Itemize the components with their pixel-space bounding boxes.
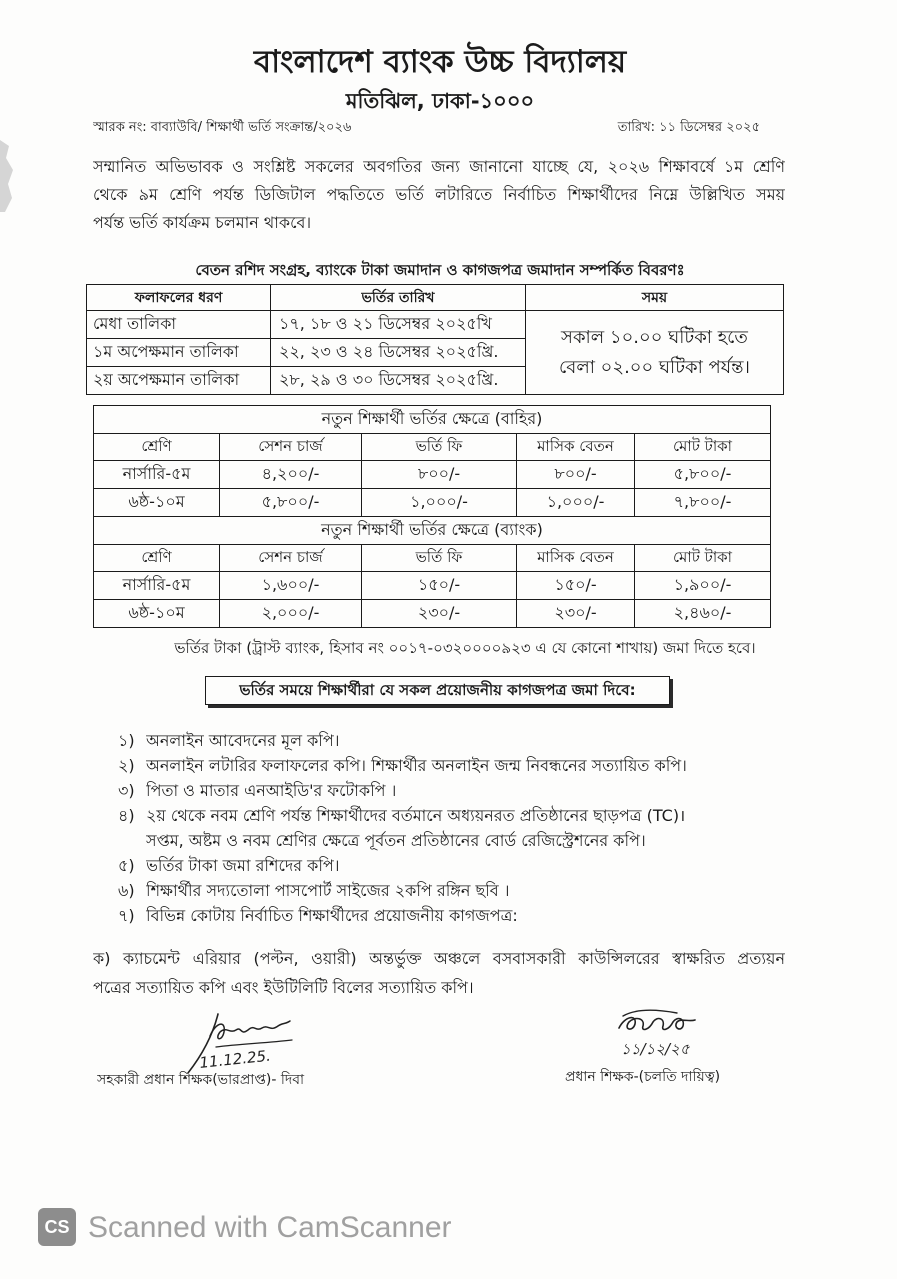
amount-cell: ৫,৮০০/- [220, 489, 362, 517]
list-number: ৪) [118, 806, 135, 825]
column-header: সেশন চার্জ [220, 545, 362, 572]
admission-dates-cell: ২৮, ২৯ ও ৩০ ডিসেম্বর ২০২৫খ্রি. [271, 367, 526, 395]
column-header: সেশন চার্জ [220, 434, 362, 461]
intro-line: থেকে ৯ম শ্রেণি পর্যন্ত ডিজিটাল পদ্ধতিতে ভর্তি লটারিতে নির্বাচিত শিক্ষার্থীদের নিম্নে উল্লিখিত সময় [93, 185, 785, 204]
list-number: ৫) [118, 856, 135, 875]
list-text [146, 728, 768, 753]
column-header: শ্রেণি [94, 434, 220, 461]
schedule-header-row [87, 285, 784, 311]
catchment-line: পত্রের সত্যায়িত কপি এবং ইউটিলিটি বিলের সত্যায়িত কপি। [93, 978, 474, 997]
column-header: মাসিক বেতন [517, 434, 635, 461]
fees-column-header-row [94, 545, 771, 572]
assistant-head-title: সহকারী প্রধান শিক্ষক(ভারপ্রাপ্ত)- দিবা [97, 1072, 305, 1088]
school-name: বাংলাদেশ ব্যাংক উচ্চ বিদ্যালয় [253, 44, 627, 80]
class-range-cell: নার্সারি-৫ম [94, 572, 220, 600]
column-header: সময় [526, 285, 784, 311]
intro-paragraph [93, 153, 785, 237]
catchment-note [93, 944, 785, 1002]
list-line: পিতা ও মাতার এনআইডি'র ফটোকপি । [146, 781, 397, 800]
class-range-cell: ৬ষ্ঠ-১০ম [94, 600, 220, 628]
camscanner-logo: CS [38, 1208, 76, 1246]
column-header: মোট টাকা [635, 545, 771, 572]
list-text [146, 878, 768, 903]
fees-row [94, 600, 771, 628]
total-cell: ২,৪৬০/- [635, 600, 771, 628]
school-address: মতিঝিল, ঢাকা-১০০০ [345, 89, 535, 113]
admission-dates-cell: ২২, ২৩ ও ২৪ ডিসেম্বর ২০২৫খ্রি. [271, 339, 526, 367]
watermark-text: Scanned with CamScanner [88, 1211, 452, 1244]
amount-cell: ১৫০/- [362, 572, 517, 600]
time-line: সকাল ১০.০০ ঘটিকা হতে [561, 326, 748, 348]
list-number: ২) [118, 756, 135, 775]
list-number: ৩) [118, 781, 135, 800]
schedule-row [87, 311, 784, 339]
time-line: বেলা ০২.০০ ঘটিকা পর্যন্ত। [559, 356, 750, 378]
schedule-heading: বেতন রশিদ সংগ্রহ, ব্যাংকে টাকা জমাদান ও কাগজপত্র জমাদান সম্পর্কিত বিবরণঃ [195, 261, 685, 279]
column-header: ভর্তি ফি [362, 545, 517, 572]
head-teacher-title: প্রধান শিক্ষক-(চলতি দায়িত্ব) [565, 1069, 721, 1085]
list-item [118, 878, 768, 903]
list-number: ৬) [118, 881, 135, 900]
list-text [146, 753, 768, 778]
list-item [118, 803, 768, 853]
list-line: সপ্তম, অষ্টম ও নবম শ্রেণির ক্ষেত্রে পূর্বতন প্রতিষ্ঠানের বোর্ড রেজিস্ট্রেশনের কপি। [146, 831, 646, 850]
result-type-cell: মেধা তালিকা [87, 311, 271, 339]
notice-date: তারিখ: ১১ ডিসেম্বর ২০২৫ [617, 120, 760, 135]
list-line: ভর্তির টাকা জমা রশিদের কপি। [146, 856, 340, 875]
fees-row [94, 489, 771, 517]
admission-dates-cell: ১৭, ১৮ ও ২১ ডিসেম্বর ২০২৫খি [271, 311, 526, 339]
list-text [146, 803, 768, 853]
fees-row [94, 461, 771, 489]
list-line: বিভিন্ন কোটায় নির্বাচিত শিক্ষার্থীদের প্রয়োজনীয় কাগজপত্র: [146, 906, 518, 925]
column-header: ভর্তির তারিখ [271, 285, 526, 311]
amount-cell: ২৩০/- [362, 600, 517, 628]
result-type-cell: ২য় অপেক্ষমান তালিকা [87, 367, 271, 395]
class-range-cell: নার্সারি-৫ম [94, 461, 220, 489]
list-line: শিক্ষার্থীর সদ্যতোলা পাসপোর্ট সাইজের ২কপি রঙ্গিন ছবি । [146, 881, 510, 900]
column-header: মাসিক বেতন [517, 545, 635, 572]
list-item [118, 778, 768, 803]
list-text [146, 903, 768, 928]
amount-cell: ২,০০০/- [220, 600, 362, 628]
list-text [146, 853, 768, 878]
amount-cell: ৪,২০০/- [220, 461, 362, 489]
fees-row [94, 572, 771, 600]
total-cell: ৫,৮০০/- [635, 461, 771, 489]
fees-section-title: নতুন শিক্ষার্থী ভর্তির ক্ষেত্রে (ব্যাংক) [94, 517, 771, 545]
class-range-cell: ৬ষ্ঠ-১০ম [94, 489, 220, 517]
documents-heading-box: ভর্তির সময়ে শিক্ষার্থীরা যে সকল প্রয়োজনীয় কাগজপত্র জমা দিবে: [205, 676, 670, 705]
column-header: শ্রেণি [94, 545, 220, 572]
list-item [118, 753, 768, 778]
total-cell: ১,৯০০/- [635, 572, 771, 600]
amount-cell: ৮০০/- [362, 461, 517, 489]
fees-section-title-row [94, 406, 771, 434]
column-header: মোট টাকা [635, 434, 771, 461]
required-documents-list [118, 728, 768, 928]
amount-cell: ১,০০০/- [362, 489, 517, 517]
list-number: ১) [118, 731, 135, 750]
catchment-line: ক) ক্যাচমেন্ট এরিয়ার (পল্টন, ওয়ারী) অন্তর্ভুক্ত অঞ্চলে বসবাসকারী কাউন্সিলরের স্বাক্ষরিত প্রত্যয়ন [93, 949, 785, 968]
list-line: ২য় থেকে নবম শ্রেণি পর্যন্ত শিক্ষার্থীদের বর্তমানে অধ্যয়নরত প্রতিষ্ঠানের ছাড়পত্র (TC)। [146, 806, 686, 825]
signature-stroke [623, 1010, 677, 1016]
list-line: অনলাইন আবেদনের মূল কপি। [146, 731, 340, 750]
list-item [118, 728, 768, 753]
scan-edge-mark [0, 140, 16, 212]
amount-cell: ১,০০০/- [517, 489, 635, 517]
list-item [118, 903, 768, 928]
intro-line: সম্মানিত অভিভাবক ও সংশ্লিষ্ট সকলের অবগতির জন্য জানানো যাচ্ছে যে, ২০২৬ শিক্ষাবর্ষে ১ম শ্রেণি [93, 157, 785, 176]
signature-stroke [619, 1018, 695, 1030]
list-line: অনলাইন লটারির ফলাফলের কপি। শিক্ষার্থীর অনলাইন জন্ম নিবন্ধনের সত্যায়িত কপি। [146, 756, 687, 775]
fees-table [93, 405, 771, 628]
result-type-cell: ১ম অপেক্ষমান তালিকা [87, 339, 271, 367]
intro-line: পর্যন্ত ভর্তি কার্যক্রম চলমান থাকবে। [93, 213, 312, 232]
memo-number: স্মারক নং: বাব্যাউবি/ শিক্ষার্থী ভর্তি সংক্রান্ত/২০২৬ [93, 120, 352, 135]
bank-account-note: ভর্তির টাকা (ট্রাস্ট ব্যাংক, হিসাব নং ০০১৭-০৩২০০০০৯২৩ এ যে কোনো শাখায়) জমা দিতে হবে। [174, 639, 756, 657]
fees-section-title-row [94, 517, 771, 545]
amount-cell: ২৩০/- [517, 600, 635, 628]
schedule-table [86, 284, 784, 395]
total-cell: ৭,৮০০/- [635, 489, 771, 517]
list-text [146, 778, 768, 803]
column-header: ভর্তি ফি [362, 434, 517, 461]
head-teacher-signature [605, 1004, 715, 1064]
signature-date: ১১/১২/২৫ [621, 1040, 690, 1058]
list-number: ৭) [118, 906, 135, 925]
signature-stroke [216, 1040, 292, 1047]
amount-cell: ৮০০/- [517, 461, 635, 489]
amount-cell: ১,৬০০/- [220, 572, 362, 600]
signature-date: 11.12.25. [198, 1046, 272, 1072]
column-header: ফলাফলের ধরণ [87, 285, 271, 311]
time-cell [526, 311, 784, 395]
fees-section-title: নতুন শিক্ষার্থী ভর্তির ক্ষেত্রে (বাহির) [94, 406, 771, 434]
amount-cell: ১৫০/- [517, 572, 635, 600]
signature-stroke [210, 1021, 290, 1039]
fees-column-header-row [94, 434, 771, 461]
assistant-head-signature [170, 1010, 310, 1076]
list-item [118, 853, 768, 878]
